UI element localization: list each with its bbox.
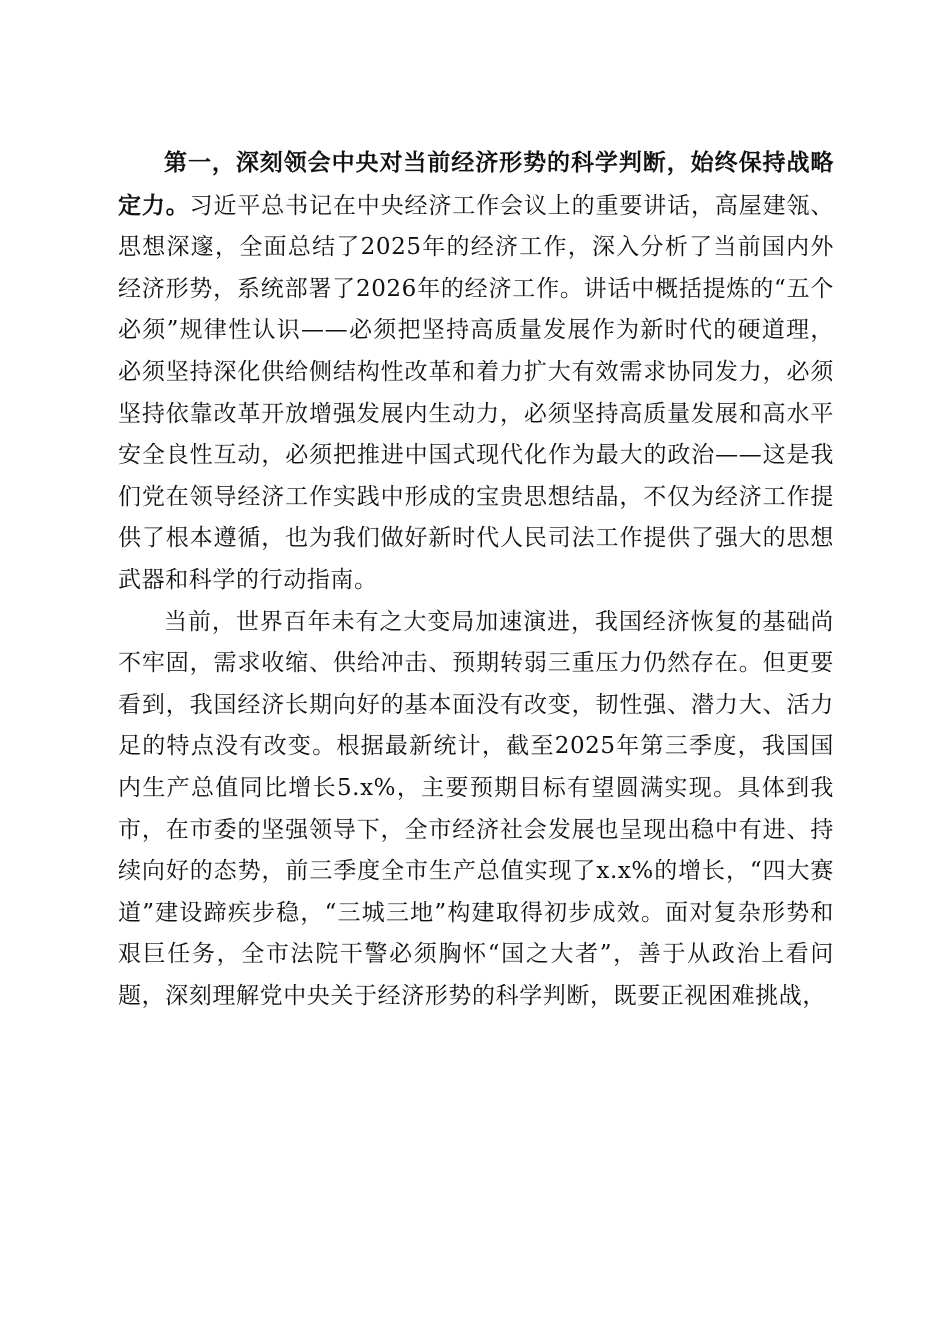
section-heading: 第一，深刻领会中央对当前经济形势的科学判断，始终保持战略定力。: [118, 149, 834, 219]
paragraph-2: [118, 602, 834, 1018]
paragraph-2-text: 当前，世界百年未有之大变局加速演进，我国经济恢复的基础尚不牢固，需求收缩、供给冲击、预期转弱三重压力仍然存在。但更要看到，我国经济长期向好的基本面没有改变，韧性强、潜力大、活力足的特点没有改变。根据最新统计，截至2025年第三季度，我国国内生产总值同比增长5.x%，主要预期目标有望圆满实现。具体到我市，在市委的坚强领导下，全市经济社会发展也呈现出稳中有进、持续向好的态势，前三季度全市生产总值实现了x.x%的增长，“四大赛道”建设蹄疾步稳，“三城三地”构建取得初步成效。面对复杂形势和艰巨任务，全市法院干警必须胸怀“国之大者”，善于从政治上看问题，深刻理解党中央关于经济形势的科学判断，既要正视困难挑战，: [118, 608, 834, 1009]
paragraph-1: [118, 142, 834, 602]
document-body: [118, 142, 834, 1017]
paragraph-1-text: 习近平总书记在中央经济工作会议上的重要讲话，高屋建瓴、思想深邃，全面总结了2025年的经济工作，深入分析了当前国内外经济形势，系统部署了2026年的经济工作。讲话中概括提炼的“五个必须”规律性认识——必须把坚持高质量发展作为新时代的硬道理，必须坚持深化供给侧结构性改革和着力扩大有效需求协同发力，必须坚持依靠改革开放增强发展内生动力，必须坚持高质量发展和高水平安全良性互动，必须把推进中国式现代化作为最大的政治——这是我们党在领导经济工作实践中形成的宝贵思想结晶，不仅为经济工作提供了根本遵循，也为我们做好新时代人民司法工作提供了强大的思想武器和科学的行动指南。: [118, 192, 834, 593]
